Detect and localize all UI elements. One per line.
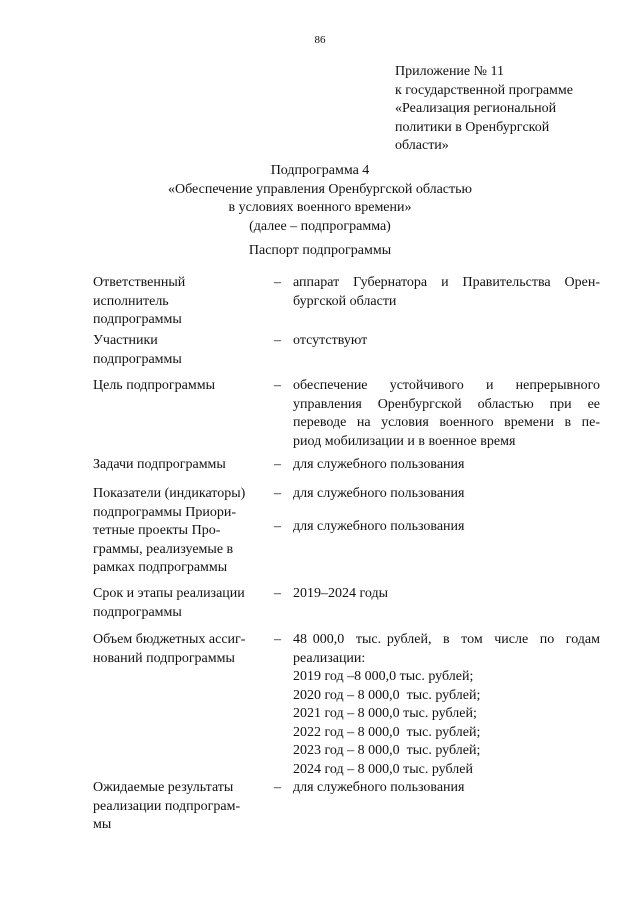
value-line: аппарат Губернатора и Правительства Орен-: [293, 275, 600, 290]
value-line: переводе на условия военного времени в пе-: [293, 415, 600, 430]
label-line: Показатели (индикаторы): [93, 486, 246, 501]
dash: –: [274, 632, 281, 647]
row-label: [93, 631, 268, 779]
label-line: Ответственный: [93, 275, 186, 290]
label-line: Задачи подпрограммы: [93, 457, 226, 472]
value-line: риод мобилизации и в военное время: [293, 433, 516, 449]
row-value: [293, 779, 600, 835]
label-line: реализации подпрограм-: [93, 798, 241, 814]
label-line: Цель подпрограммы: [93, 378, 215, 393]
value-line: отсутствуют: [293, 333, 368, 348]
value-line: реализации:: [293, 650, 366, 666]
heading-line: «Обеспечение управления Оренбургской областью: [168, 181, 472, 197]
dash: –: [274, 780, 281, 795]
year-line: 2019 год –8 000,0 тыс. рублей;: [293, 669, 474, 684]
label-line: тетные проекты Про-: [93, 523, 221, 538]
dash: –: [274, 486, 281, 501]
passport-row: [93, 585, 600, 622]
appendix-line: «Реализация региональной: [395, 101, 557, 116]
row-value: [293, 332, 600, 369]
value-line: для служебного пользования: [293, 780, 465, 795]
row-value: для служебного пользования: [293, 486, 465, 501]
label-line: рамках подпрограммы: [93, 560, 228, 575]
dash: –: [274, 457, 281, 472]
value-line: бургской области: [293, 293, 397, 309]
passport-row: [93, 631, 600, 779]
row-value: [293, 631, 600, 779]
passport-row: [93, 456, 600, 475]
label-line: мы: [93, 817, 112, 832]
row-value: [293, 377, 600, 451]
year-line: 2020 год – 8 000,0 тыс. рублей;: [293, 687, 481, 703]
passport-row: [93, 274, 600, 330]
heading-line: в условиях военного времени»: [228, 200, 412, 215]
year-line: 2024 год – 8 000,0 тыс. рублей: [293, 761, 473, 777]
appendix-line: Приложение № 11: [395, 64, 504, 79]
dash: –: [274, 586, 281, 601]
heading-line: Подпрограмма 4: [270, 163, 370, 178]
dash: –: [274, 519, 281, 534]
dash: –: [274, 333, 281, 348]
label-line: подпрограммы: [93, 604, 182, 620]
row-value: [293, 585, 600, 622]
value-line: обеспечение устойчивого и непрерывного: [293, 378, 600, 393]
row-label: [93, 456, 268, 475]
year-line: 2022 год – 8 000,0 тыс. рублей;: [293, 724, 481, 740]
dash: –: [274, 275, 281, 290]
label-line: граммы, реализуемые в: [93, 541, 234, 557]
appendix-line: к государственной программе: [395, 82, 573, 98]
year-line: 2021 год – 8 000,0 тыс. рублей;: [293, 706, 477, 721]
label-line: подпрограммы: [93, 312, 182, 327]
value-line: 2019–2024 годы: [293, 586, 389, 601]
row-label: [93, 485, 268, 578]
value-line: 48 000,0 тыс. рублей, в том числе по годам: [293, 632, 600, 647]
row-label: [93, 585, 268, 622]
row-label: [93, 377, 268, 451]
passport-title: Паспорт подпрограммы: [248, 243, 392, 258]
passport-row: [93, 377, 600, 451]
appendix-block: [395, 63, 620, 156]
passport-row: [93, 779, 600, 835]
row-value: [293, 274, 600, 330]
value-line: для служебного пользования: [293, 457, 465, 472]
label-line: подпрограммы Приори-: [93, 504, 237, 520]
dash: –: [274, 378, 281, 393]
row-value: для служебного пользования: [293, 519, 465, 534]
year-line: 2023 год – 8 000,0 тыс. рублей;: [293, 743, 481, 758]
row-label: [93, 274, 268, 330]
value-line: управления Оренбургской областью при ее: [293, 396, 600, 412]
label-line: исполнитель: [93, 293, 169, 309]
label-line: Участники: [93, 333, 158, 348]
appendix-line: политики в Оренбургской: [395, 119, 550, 135]
row-label: [93, 332, 268, 369]
heading-line: (далее – подпрограмма): [249, 218, 391, 234]
row-label: [93, 779, 268, 835]
subprogram-heading: [0, 162, 640, 236]
label-line: подпрограммы: [93, 351, 182, 367]
row-value: [293, 456, 600, 475]
page-number: 86: [314, 34, 326, 46]
appendix-line: области»: [395, 138, 449, 153]
label-line: Ожидаемые результаты: [93, 780, 234, 795]
label-line: Объем бюджетных ассиг-: [93, 632, 246, 647]
passport-row: [93, 332, 600, 369]
label-line: Срок и этапы реализации: [93, 586, 245, 601]
label-line: нований подпрограммы: [93, 650, 235, 666]
